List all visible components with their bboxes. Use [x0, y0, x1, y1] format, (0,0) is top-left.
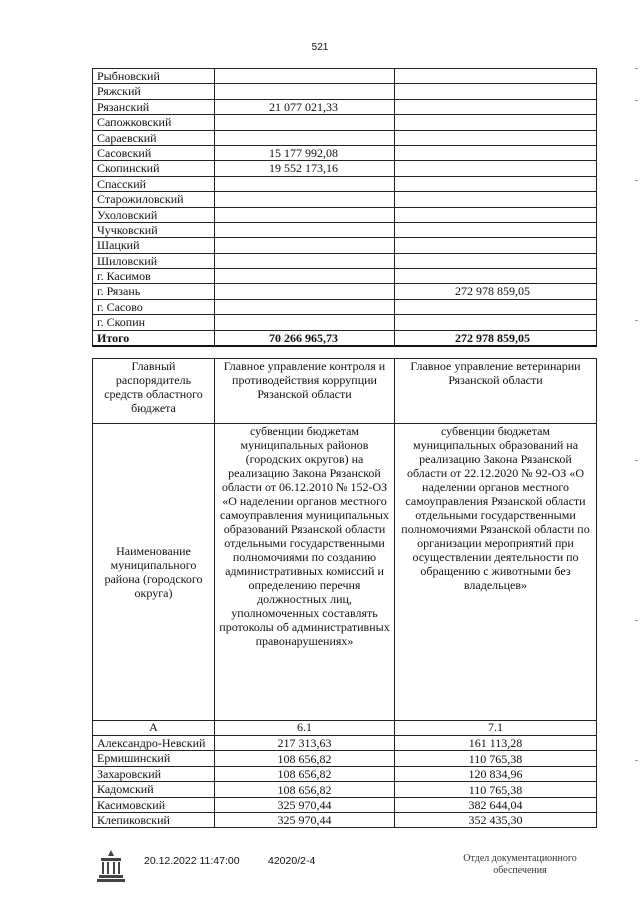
amount-column-2	[395, 269, 597, 284]
amount-column-1: 19 552 173,16	[215, 161, 395, 176]
amount-column-2	[395, 253, 597, 268]
municipality-name: Ухоловский	[93, 207, 215, 222]
scan-edge-marks	[632, 60, 638, 840]
municipality-name: Захаровский	[93, 766, 215, 781]
table-row	[93, 315, 597, 330]
municipality-name: Касимовский	[93, 797, 215, 812]
amount-7-1: 120 834,96	[395, 766, 597, 781]
amount-column-2	[395, 238, 597, 253]
amount-column-1	[215, 222, 395, 237]
footer-department-stamp: Отдел документационного обеспечения	[463, 853, 577, 876]
amount-6-1: 108 656,82	[215, 766, 395, 781]
footer-document-number: 42020/2-4	[268, 855, 316, 867]
column-code-a: А	[93, 721, 215, 736]
amount-column-2	[395, 130, 597, 145]
table-row	[93, 207, 597, 222]
table-row	[93, 736, 597, 751]
amount-column-1	[215, 207, 395, 222]
amount-column-2	[395, 192, 597, 207]
amount-column-2: 272 978 859,05	[395, 284, 597, 299]
table-row	[93, 751, 597, 766]
subvention-description-6-1: субвенции бюджетам муниципальных районов (городских округов) на реализацию Закона Рязанской области от 06.12.2010 № 152-ОЗ «О наделении органов местного самоуправления муниципальных образований Рязанской области отдельными государственными полномочиями по созданию административных комиссий и определению перечня должностных лиц, уполномоченных составлять протоколы об административных правонарушениях»	[215, 424, 395, 721]
municipality-name: Рыбновский	[93, 69, 215, 84]
amount-column-2: 272 978 859,05	[395, 330, 597, 346]
amount-column-1: 21 077 021,33	[215, 99, 395, 114]
table-row	[93, 99, 597, 114]
amount-column-1	[215, 299, 395, 314]
amount-column-1	[215, 130, 395, 145]
table-row	[93, 69, 597, 84]
municipality-name: Клепиковский	[93, 812, 215, 827]
municipality-name: г. Рязань	[93, 284, 215, 299]
table-row	[93, 222, 597, 237]
municipality-name: Александро-Невский	[93, 736, 215, 751]
municipality-name: Шиловский	[93, 253, 215, 268]
table-row	[93, 115, 597, 130]
municipality-name: Кадомский	[93, 782, 215, 797]
table-row	[93, 269, 597, 284]
amount-column-2	[395, 207, 597, 222]
municipality-name: г. Скопин	[93, 315, 215, 330]
table-row	[93, 192, 597, 207]
amount-column-1	[215, 284, 395, 299]
total-row	[93, 330, 597, 346]
amount-7-1: 382 644,04	[395, 797, 597, 812]
amount-6-1: 325 970,44	[215, 797, 395, 812]
amount-column-1	[215, 115, 395, 130]
table-row	[93, 797, 597, 812]
header-anticorruption-department: Главное управление контроля и противодействия коррупции Рязанской области	[215, 359, 395, 424]
amount-column-2	[395, 315, 597, 330]
subvention-description-7-1: субвенции бюджетам муниципальных образований на реализацию Закона Рязанской области от 22.12.2020 № 92-ОЗ «О наделении органов местного самоуправления Рязанской области отдельными государственными полномочиями Рязанской области по организации мероприятий при осуществлении деятельности по обращению с животными без владельцев»	[395, 424, 597, 721]
amount-column-2	[395, 145, 597, 160]
table-row	[93, 145, 597, 160]
amount-column-1	[215, 84, 395, 99]
municipality-name: Ермишинский	[93, 751, 215, 766]
amount-column-1: 70 266 965,73	[215, 330, 395, 346]
municipality-name: Сараевский	[93, 130, 215, 145]
page-number: 521	[311, 42, 329, 53]
amount-column-2	[395, 99, 597, 114]
amount-6-1: 108 656,82	[215, 782, 395, 797]
amount-column-1	[215, 176, 395, 191]
amount-column-1	[215, 253, 395, 268]
municipality-name: Спасский	[93, 176, 215, 191]
table-row	[93, 812, 597, 827]
duma-logo-icon	[96, 848, 126, 884]
municipality-name: Рязанский	[93, 99, 215, 114]
amount-7-1: 352 435,30	[395, 812, 597, 827]
amount-column-2	[395, 176, 597, 191]
amount-6-1: 325 970,44	[215, 812, 395, 827]
header-chief-administrator: Главный распорядитель средств областного бюджета	[93, 359, 215, 424]
municipality-name: Старожиловский	[93, 192, 215, 207]
column-code-6-1: 6.1	[215, 721, 395, 736]
amount-column-1	[215, 269, 395, 284]
amount-column-1	[215, 192, 395, 207]
table-row	[93, 84, 597, 99]
header-row	[93, 359, 597, 424]
table-row	[93, 253, 597, 268]
amount-column-1	[215, 238, 395, 253]
municipality-name: г. Сасово	[93, 299, 215, 314]
amount-6-1: 217 313,63	[215, 736, 395, 751]
amount-column-1	[215, 69, 395, 84]
table-row	[93, 299, 597, 314]
description-row	[93, 424, 597, 721]
table-row	[93, 161, 597, 176]
amount-column-1: 15 177 992,08	[215, 145, 395, 160]
municipality-name: Итого	[93, 330, 215, 346]
municipality-name: Скопинский	[93, 161, 215, 176]
municipality-name: Сапожковский	[93, 115, 215, 130]
municipality-name: Сасовский	[93, 145, 215, 160]
footer-datetime: 20.12.2022 11:47:00	[144, 855, 240, 867]
header-veterinary-department: Главное управление ветеринарии Рязанской области	[395, 359, 597, 424]
summary-table-part	[92, 68, 597, 347]
municipality-name: г. Касимов	[93, 269, 215, 284]
table-row	[93, 176, 597, 191]
amount-column-2	[395, 299, 597, 314]
amount-7-1: 110 765,38	[395, 751, 597, 766]
column-code-7-1: 7.1	[395, 721, 597, 736]
amount-column-2	[395, 69, 597, 84]
municipality-name: Шацкий	[93, 238, 215, 253]
table-row	[93, 782, 597, 797]
column-code-row	[93, 721, 597, 736]
amount-column-1	[215, 315, 395, 330]
amount-7-1: 161 113,28	[395, 736, 597, 751]
amount-6-1: 108 656,82	[215, 751, 395, 766]
table-row	[93, 284, 597, 299]
amount-7-1: 110 765,38	[395, 782, 597, 797]
table-row	[93, 130, 597, 145]
municipality-name: Ряжский	[93, 84, 215, 99]
table-row	[93, 766, 597, 781]
table-row	[93, 238, 597, 253]
amount-column-2	[395, 161, 597, 176]
subventions-table	[92, 358, 597, 828]
amount-column-2	[395, 222, 597, 237]
municipality-name: Чучковский	[93, 222, 215, 237]
municipality-name-header: Наименование муниципального района (городского округа)	[93, 424, 215, 721]
amount-column-2	[395, 84, 597, 99]
amount-column-2	[395, 115, 597, 130]
